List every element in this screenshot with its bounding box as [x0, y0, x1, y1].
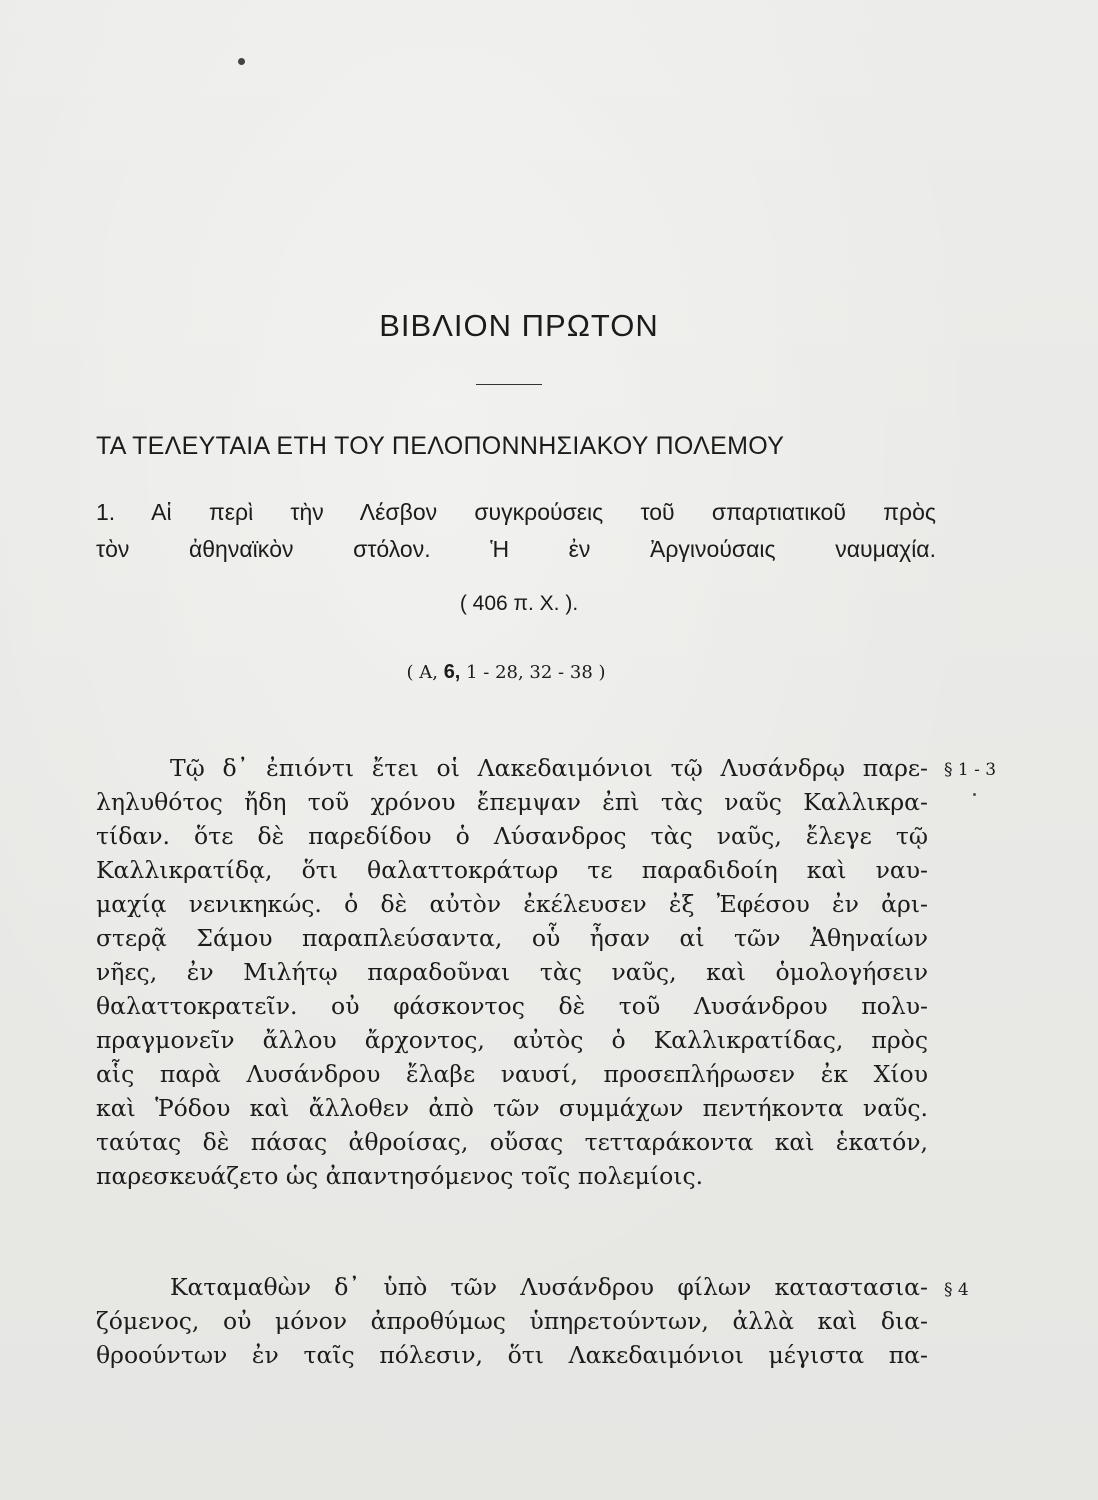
paragraph — [96, 751, 928, 1193]
section-date: ( 406 π. Χ. ). — [459, 592, 579, 615]
margin-section-note: § 1 - 3 — [944, 760, 997, 780]
section-heading-line: τὸν ἀθηναϊκὸν στόλον. Ἡ ἐν Ἀργινούσαις ναυμαχία. — [96, 536, 936, 562]
text-line: μαχίᾳ νενικηκώς. ὁ δὲ αὐτὸν ἐκέλευσεν ἐξ Ἐφέσου ἐν ἀρι- — [96, 890, 928, 918]
source-book-number: 6, — [443, 661, 461, 683]
title-divider — [476, 384, 542, 385]
text-line: τίδαν. ὅτε δὲ παρεδίδου ὁ Λύσανδρος τὰς ναῦς, ἔλεγε τῷ — [96, 822, 928, 850]
text-line: ταύτας δὲ πάσας ἀθροίσας, οὔσας τετταράκοντα καὶ ἑκατόν, — [96, 1128, 928, 1156]
text-line: Καταμαθὼν δ᾽ ὑπὸ τῶν Λυσάνδρου φίλων καταστασια- — [170, 1273, 928, 1301]
text-line: πραγμονεῖν ἄλλου ἄρχοντος, αὐτὸς ὁ Καλλικρατίδας, πρὸς — [96, 1026, 928, 1054]
book-title: ΒΙΒΛΙΟΝ ΠΡΩΤΟΝ — [379, 308, 659, 343]
text-line: ζόμενος, οὐ μόνον ἀπροθύμως ὑπηρετούντων, ἀλλὰ καὶ δια- — [96, 1307, 928, 1335]
chapter-title: ΤΑ ΤΕΛΕΥΤΑΙΑ ΕΤΗ ΤΟΥ ΠΕΛΟΠΟΝΝΗΣΙΑΚΟΥ ΠΟΛΕΜΟΥ — [96, 432, 785, 460]
text-line: ληλυθότος ἤδη τοῦ χρόνου ἔπεμψαν ἐπὶ τὰς ναῦς Καλλικρα- — [96, 788, 928, 816]
text-line: νῆες, ἐν Μιλήτῳ παραδοῦναι τὰς ναῦς, καὶ ὁμολογήσειν — [96, 958, 928, 986]
source-chapters: 1 - 28, 32 - 38 ) — [466, 662, 606, 683]
text-line: καὶ Ῥόδου καὶ ἄλλοθεν ἀπὸ τῶν συμμάχων πεντήκοντα ναῦς. — [96, 1094, 928, 1122]
ink-speck — [238, 58, 245, 65]
text-line: Καλλικρατίδᾳ, ὅτι θαλαττοκράτωρ τε παραδιδοίη καὶ ναυ- — [96, 856, 928, 884]
margin-mark — [973, 793, 976, 796]
text-line: παρεσκευάζετο ὡς ἀπαντησόμενος τοῖς πολεμίοις. — [96, 1162, 704, 1190]
source-reference — [0, 661, 1012, 684]
text-line: θαλαττοκρατεῖν. οὐ φάσκοντος δὲ τοῦ Λυσάνδρου πολυ- — [96, 992, 928, 1020]
paragraph — [96, 1270, 928, 1372]
margin-section-note: § 4 — [944, 1280, 969, 1300]
source-prefix: ( Α, — [406, 662, 438, 683]
section-heading-line: 1. Αἱ περὶ τὴν Λέσβον συγκρούσεις τοῦ σπαρτιατικοῦ πρὸς — [96, 499, 936, 525]
text-line: Τῷ δ᾽ ἐπιόντι ἔτει οἱ Λακεδαιμόνιοι τῷ Λυσάνδρῳ παρε- — [170, 754, 928, 782]
text-line: αἷς παρὰ Λυσάνδρου ἔλαβε ναυσί, προσεπλήρωσεν ἐκ Χίου — [96, 1060, 928, 1088]
section-heading — [96, 494, 936, 568]
text-line: θροούντων ἐν ταῖς πόλεσιν, ὅτι Λακεδαιμόνιοι μέγιστα πα- — [96, 1341, 928, 1369]
text-line: στερᾷ Σάμου παραπλεύσαντα, οὗ ἦσαν αἱ τῶν Ἀθηναίων — [96, 924, 928, 952]
